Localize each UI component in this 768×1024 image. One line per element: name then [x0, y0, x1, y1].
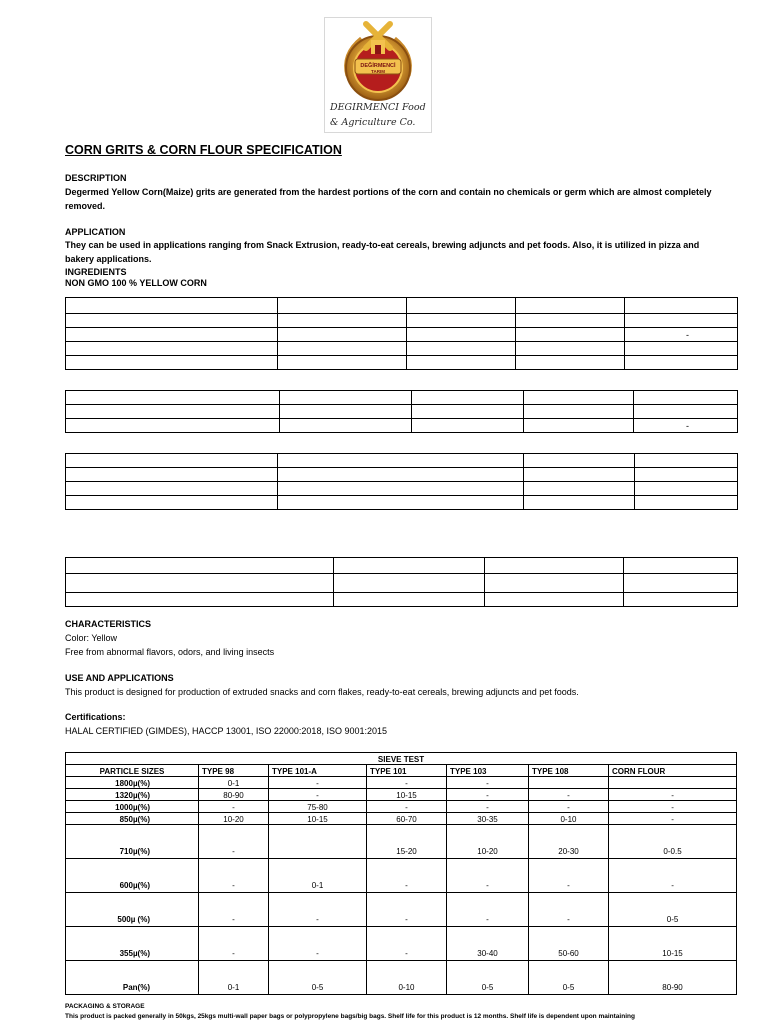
- page-title: CORN GRITS & CORN FLOUR SPECIFICATION: [65, 143, 342, 157]
- ingredients-text: NON GMO 100 % YELLOW CORN: [65, 278, 207, 288]
- table-cell: -: [199, 825, 269, 859]
- table-cell: 10-15: [609, 927, 737, 961]
- table-cell: -: [367, 927, 447, 961]
- header-type-101a: TYPE 101-A: [269, 765, 367, 777]
- logo-badge-line2: TARIM: [371, 69, 385, 74]
- table-cell: 0-5: [529, 961, 609, 995]
- packaging-text: This product is packed generally in 50kgs, 25kgs multi-wall paper bags or polypropylene bags/big bags. Shelf life for this product is 12 months. Shelf life is dependent upon maintaining: [65, 1013, 635, 1020]
- row-label: 500µ (%): [66, 893, 199, 927]
- row-label: 600µ(%): [66, 859, 199, 893]
- table-cell: -: [199, 801, 269, 813]
- empty-table-3: [65, 453, 738, 510]
- sieve-title: SIEVE TEST: [66, 753, 737, 765]
- table-cell: 0-10: [529, 813, 609, 825]
- table-cell: -: [367, 859, 447, 893]
- sieve-header-row: [66, 765, 737, 777]
- table-cell: -: [609, 859, 737, 893]
- table-cell: -: [529, 789, 609, 801]
- table-cell: [609, 777, 737, 789]
- logo-company-line1: DEGIRMENCI Food: [330, 102, 426, 113]
- table-row: [66, 593, 738, 607]
- table-cell: -: [269, 777, 367, 789]
- sieve-test-table: [65, 752, 737, 995]
- table-cell: 10-20: [447, 825, 529, 859]
- table-cell-dash: -: [625, 328, 738, 342]
- header-corn-flour: CORN FLOUR: [609, 765, 737, 777]
- row-label: 1320µ(%): [66, 789, 199, 801]
- table-cell: -: [609, 801, 737, 813]
- header-particle-sizes: PARTICLE SIZES: [66, 765, 199, 777]
- table-cell: 0-10: [367, 961, 447, 995]
- table-row: [66, 859, 737, 893]
- table-row: [66, 777, 737, 789]
- table-row: [66, 342, 738, 356]
- table-row: [66, 468, 738, 482]
- header-type-101: TYPE 101: [367, 765, 447, 777]
- table-cell: -: [367, 801, 447, 813]
- table-cell: 0-5: [447, 961, 529, 995]
- table-row: [66, 927, 737, 961]
- logo-badge-line1: DEĞİRMENCİ: [360, 63, 396, 69]
- table-cell: -: [269, 927, 367, 961]
- table-cell: -: [529, 859, 609, 893]
- row-label: 355µ(%): [66, 927, 199, 961]
- table-cell: 10-15: [269, 813, 367, 825]
- description-text: Degermed Yellow Corn(Maize) grits are generated from the hardest portions of the corn and contain no chemicals or germ which are almost completely removed.: [65, 187, 712, 211]
- logo-company-line2: & Agriculture Co.: [330, 117, 416, 128]
- table-row: [66, 482, 738, 496]
- table-cell: 10-20: [199, 813, 269, 825]
- header-type-103: TYPE 103: [447, 765, 529, 777]
- empty-table-1: [65, 297, 738, 370]
- table-row: [66, 328, 738, 342]
- table-cell: 0-0.5: [609, 825, 737, 859]
- table-cell: -: [367, 777, 447, 789]
- table-row: [66, 298, 738, 314]
- certifications-text: HALAL CERTIFIED (GIMDES), HACCP 13001, ISO 22000:2018, ISO 9001:2015: [65, 726, 387, 736]
- table-cell: -: [269, 789, 367, 801]
- logo-company-name: [330, 100, 430, 130]
- table-cell: 0-1: [199, 961, 269, 995]
- table-cell: -: [447, 893, 529, 927]
- table-cell: -: [529, 893, 609, 927]
- table-row: [66, 405, 738, 419]
- table-row: [66, 454, 738, 468]
- table-cell: -: [199, 893, 269, 927]
- table-cell: 0-1: [199, 777, 269, 789]
- application-text: They can be used in applications ranging from Snack Extrusion, ready-to-eat cereals, brewing adjuncts and pet foods. Also, it is utilized in pizza and bakery applications.: [65, 240, 700, 264]
- row-label: 1800µ(%): [66, 777, 199, 789]
- certifications-heading: Certifications:: [65, 712, 126, 722]
- header-type-98: TYPE 98: [199, 765, 269, 777]
- use-text: This product is designed for production of extruded snacks and corn flakes, ready-to-eat cereals, brewing adjuncts and pet foods.: [65, 687, 579, 697]
- table-cell: 15-20: [367, 825, 447, 859]
- empty-table-4: [65, 557, 738, 607]
- table-row: [66, 893, 737, 927]
- characteristics-free: Free from abnormal flavors, odors, and living insects: [65, 647, 275, 657]
- table-cell: 30-40: [447, 927, 529, 961]
- table-row: [66, 419, 738, 433]
- characteristics-color: Color: Yellow: [65, 633, 118, 643]
- table-row: [66, 391, 738, 405]
- table-cell: 0-5: [609, 893, 737, 927]
- table-row: [66, 558, 738, 574]
- use-heading: USE AND APPLICATIONS: [65, 673, 174, 683]
- row-label: 1000µ(%): [66, 801, 199, 813]
- table-cell: 10-15: [367, 789, 447, 801]
- table-row: [66, 789, 737, 801]
- table-row: [66, 574, 738, 593]
- row-label: 710µ(%): [66, 825, 199, 859]
- table-cell: -: [367, 893, 447, 927]
- table-row: [66, 314, 738, 328]
- empty-table-2: [65, 390, 738, 433]
- row-label: 850µ(%): [66, 813, 199, 825]
- ingredients-heading: INGREDIENTS: [65, 267, 127, 277]
- table-row: [66, 496, 738, 510]
- header-type-108: TYPE 108: [529, 765, 609, 777]
- table-cell: 80-90: [609, 961, 737, 995]
- table-cell-dash: -: [634, 419, 738, 433]
- table-cell: -: [609, 813, 737, 825]
- table-cell: [269, 825, 367, 859]
- table-row: [66, 961, 737, 995]
- sieve-title-row: [66, 753, 737, 765]
- table-cell: 0-5: [269, 961, 367, 995]
- table-cell: -: [199, 859, 269, 893]
- table-cell: 80-90: [199, 789, 269, 801]
- table-cell: 50-60: [529, 927, 609, 961]
- application-heading: APPLICATION: [65, 227, 126, 237]
- table-cell: 30-35: [447, 813, 529, 825]
- table-cell: -: [447, 777, 529, 789]
- table-cell: 75-80: [269, 801, 367, 813]
- table-cell: -: [447, 859, 529, 893]
- table-cell: 0-1: [269, 859, 367, 893]
- table-cell: [529, 777, 609, 789]
- characteristics-heading: CHARACTERISTICS: [65, 619, 152, 629]
- table-cell: -: [269, 893, 367, 927]
- table-row: [66, 813, 737, 825]
- table-cell: -: [609, 789, 737, 801]
- table-cell: 20-30: [529, 825, 609, 859]
- description-heading: DESCRIPTION: [65, 173, 127, 183]
- table-cell: -: [199, 927, 269, 961]
- table-cell: -: [447, 789, 529, 801]
- table-row: [66, 825, 737, 859]
- row-label: Pan(%): [66, 961, 199, 995]
- packaging-heading: PACKAGING & STORAGE: [65, 1003, 145, 1010]
- table-row: [66, 356, 738, 370]
- table-cell: -: [447, 801, 529, 813]
- table-cell: 60-70: [367, 813, 447, 825]
- table-row: [66, 801, 737, 813]
- table-cell: -: [529, 801, 609, 813]
